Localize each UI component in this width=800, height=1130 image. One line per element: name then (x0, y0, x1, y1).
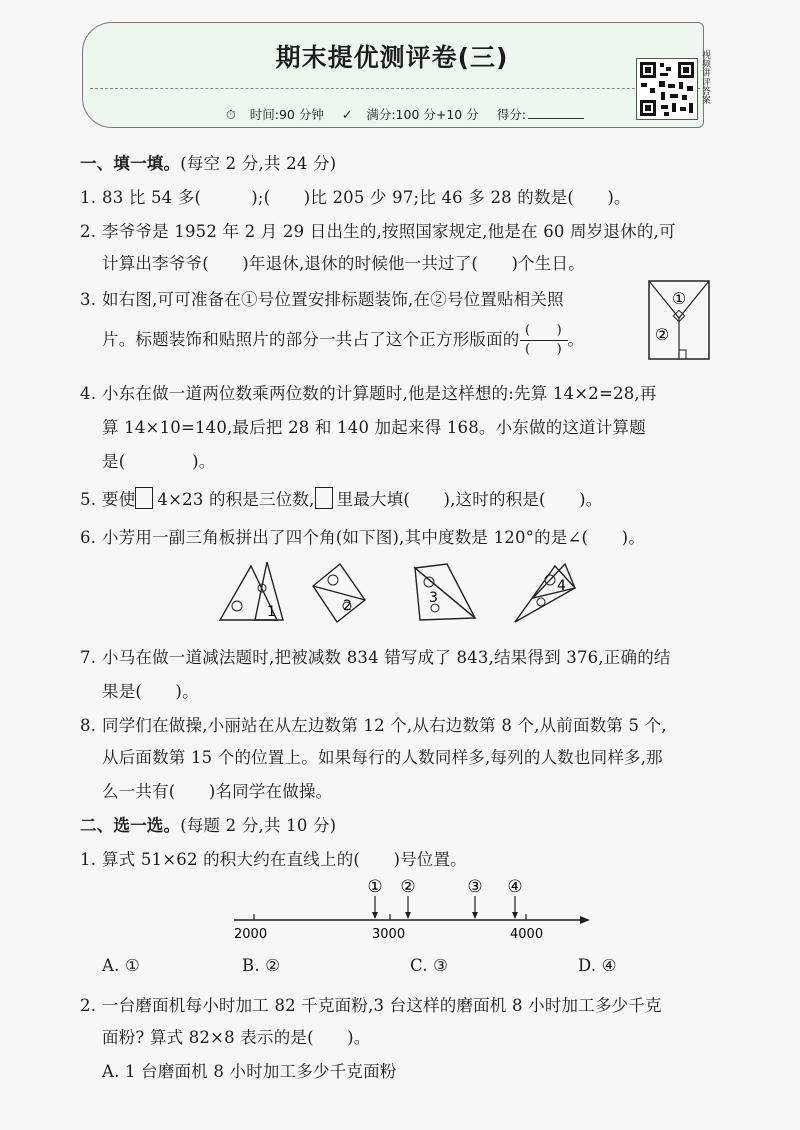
question-1-2 (80, 218, 676, 242)
question-1-4 (80, 380, 657, 404)
time-limit: 时间:90 分钟 (249, 107, 324, 122)
figure-label-2: ② (654, 325, 670, 344)
qr-code-graphic (637, 59, 697, 119)
question-1-3 (80, 286, 564, 310)
set-square-angles-figure (215, 558, 575, 628)
svg-text:④: ④ (507, 877, 523, 897)
angle-label-3: 3 (429, 590, 438, 606)
question-text: 李爷爷是 1952 年 2 月 29 日出生的,按照国家规定,他是在 60 周岁退休的,可 (102, 222, 676, 241)
svg-text:②: ② (400, 877, 416, 897)
question-number: 7. (80, 648, 97, 667)
question-number: 2. (80, 222, 97, 241)
svg-text:①: ① (367, 877, 383, 897)
digit-box-blank[interactable] (135, 487, 153, 509)
question-2-2-line2: 面粉? 算式 82×8 表示的是( )。 (102, 1028, 371, 1047)
question-number: 4. (80, 384, 97, 403)
question-text: 小东在做一道两位数乘两位数的计算题时,他是这样想的:先算 14×2=28,再 (102, 384, 657, 403)
question-2-1 (80, 846, 467, 870)
question-text: 小芳用一副三角板拼出了四个角(如下图),其中度数是 120°的是∠( )。 (102, 528, 645, 547)
angle-figure-3 (415, 564, 475, 620)
question-text: 同学们在做操,小丽站在从左边数第 12 个,从右边数第 8 个,从前面数第 5 个, (102, 716, 667, 735)
score-blank[interactable] (528, 118, 584, 119)
question-text-end: 。 (567, 330, 585, 349)
svg-text:③: ③ (467, 877, 483, 897)
question-number: 2. (80, 996, 97, 1015)
question-text: 如右图,可可准备在①号位置安排标题装饰,在②号位置贴相关照 (102, 290, 564, 309)
question-text: 要使 (102, 490, 136, 509)
angle-figure-4 (515, 564, 575, 622)
tick-label-3000: 3000 (372, 927, 406, 942)
question-text: 一台磨面机每小时加工 82 千克面粉,3 台这样的磨面机 8 小时加工多少千克 (102, 996, 662, 1015)
digit-box-reference (315, 487, 333, 509)
exam-meta (226, 105, 598, 123)
question-number: 5. (80, 490, 97, 509)
question-number: 1. (80, 850, 97, 869)
number-line-figure (230, 876, 600, 946)
question-number: 8. (80, 716, 97, 735)
section-2-note: (每题 2 分,共 10 分) (180, 816, 337, 835)
question-number: 3. (80, 290, 97, 309)
section-1-title: 一、填一填。 (80, 154, 181, 173)
fraction-bar (520, 340, 568, 341)
question-text: 里最大填( ),这时的积是( )。 (336, 490, 603, 509)
angle-label-2: 2 (343, 598, 352, 614)
question-1-4-line3: 是( )。 (102, 452, 216, 471)
score-label: 得分: (496, 107, 526, 122)
question-text: 4×23 的积是三位数, (157, 490, 315, 509)
marker-2 (400, 877, 415, 919)
option-a[interactable]: A. ① (102, 956, 140, 975)
section-2-heading (80, 812, 336, 836)
check-icon: ✓ (341, 107, 353, 122)
question-text: 83 比 54 多( );( )比 205 少 97;比 46 多 28 的数是( )。 (102, 188, 631, 207)
angle-label-4: 4 (557, 578, 566, 594)
section-2-title: 二、选一选。 (80, 816, 181, 835)
fraction-blank[interactable] (520, 324, 568, 357)
option-c[interactable]: C. ③ (410, 956, 449, 975)
qr-caption: 视频讲评答案 (700, 50, 710, 104)
right-angle-mark-bottom (679, 350, 686, 359)
option-d[interactable]: D. ④ (578, 956, 617, 975)
page-title: 期末提优测评卷(三) (275, 43, 509, 72)
section-1-heading (80, 150, 336, 174)
question-number: 1. (80, 188, 97, 207)
qr-code-icon[interactable] (636, 58, 698, 120)
section-1-note: (每空 2 分,共 24 分) (180, 154, 337, 173)
question-text: 算式 51×62 的积大约在直线上的( )号位置。 (102, 850, 467, 869)
question-1-6 (80, 524, 645, 548)
question-1-7 (80, 644, 671, 668)
tick-label-4000: 4000 (510, 927, 544, 942)
angle-figure-2 (313, 564, 365, 622)
marker-4 (507, 877, 522, 919)
question-text: 小马在做一道减法题时,把被减数 834 错写成了 843,结果得到 376,正确的结 (102, 648, 671, 667)
tick-label-2000: 2000 (234, 927, 268, 942)
option-b[interactable]: B. ② (242, 956, 281, 975)
question-1-2-line2: 计算出李爷爷( )年退休,退休的时候他一共过了( )个生日。 (102, 254, 585, 273)
question-1-1 (80, 184, 631, 208)
question-1-4-line2: 算 14×10=140,最后把 28 和 140 加起来得 168。小东做的这道计算题 (102, 418, 646, 437)
clock-icon: ⏱ (226, 107, 236, 122)
layout-square-figure (648, 280, 710, 362)
header-divider (90, 88, 700, 89)
figure-label-1: ① (671, 289, 687, 308)
question-1-3-line2 (102, 324, 584, 357)
question-1-5 (80, 486, 602, 510)
fraction-numerator: ( ) (525, 323, 562, 338)
marker-1 (367, 877, 382, 919)
question-2-2 (80, 992, 662, 1016)
angle-figure-1 (220, 562, 283, 620)
angle-label-1: 1 (267, 604, 276, 620)
question-2-2-option-a[interactable]: A. 1 台磨面机 8 小时加工多少千克面粉 (102, 1062, 397, 1081)
fraction-denominator: ( ) (525, 342, 562, 357)
number-line-arrowhead (580, 916, 590, 924)
question-1-8-line3: 么一共有( )名同学在做操。 (102, 782, 333, 801)
marker-3 (467, 877, 482, 919)
full-score: 满分:100 分+10 分 (366, 107, 479, 122)
question-1-7-line2: 果是( )。 (102, 682, 199, 701)
question-1-8-line2: 从后面数第 15 个的位置上。如果每行的人数同样多,每列的人数也同样多,那 (102, 748, 663, 767)
question-number: 6. (80, 528, 97, 547)
question-1-8 (80, 712, 667, 736)
question-text: 片。标题装饰和贴照片的部分一共占了这个正方形版面的 (102, 330, 520, 349)
